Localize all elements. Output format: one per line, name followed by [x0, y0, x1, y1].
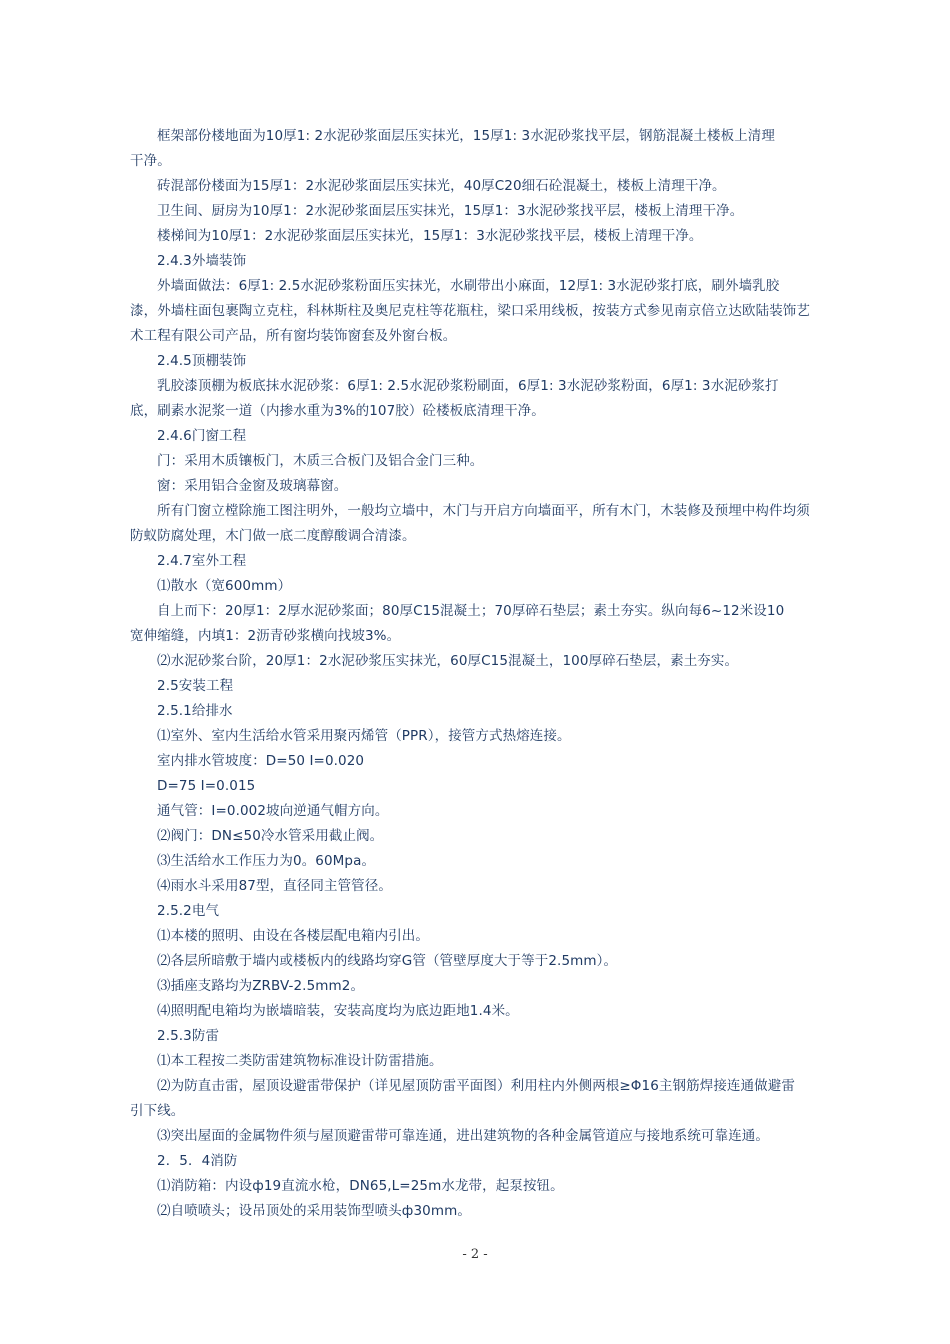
text-line: 所有门窗立樘除施工图注明外，一般均立墙中，木门与开启方向墙面平，所有木门，木装修及预埋中构件均须: [157, 503, 810, 519]
text-line: 2.4.7室外工程: [157, 553, 247, 569]
text-line: 2.5.3防雷: [157, 1028, 220, 1044]
text-line: 漆，外墙柱面包裹陶立克柱，科林斯柱及奥尼克柱等花瓶柱，梁口采用线板，按装方式参见南京倍立达欧陆装饰艺: [130, 303, 810, 319]
text-line: 砖混部份楼面为15厚1：2水泥砂浆面层压实抹光，40厚C20细石砼混凝土，楼板上清理干净。: [157, 178, 726, 194]
text-line: 室内排水管坡度：D=50 I=0.020: [157, 753, 365, 769]
text-line: 门：采用木质镶板门，木质三合板门及铝合金门三种。: [157, 453, 484, 469]
text-line: 自上而下：20厚1：2厚水泥砂浆面；80厚C15混凝土；70厚碎石垫层；素土夯实。纵向每6~12米设10: [157, 603, 785, 619]
text-line: ⑴消防箱：内设ф19直流水枪，DN65,L=25m水龙带，起泵按钮。: [157, 1178, 564, 1194]
text-line: 2.4.5顶棚装饰: [157, 353, 247, 369]
document-body: [130, 124, 830, 1224]
text-line: 2.5安装工程: [157, 678, 234, 694]
page-number: - 2 -: [462, 1247, 488, 1262]
text-line: 2.5.2电气: [157, 903, 220, 919]
text-line: 宽伸缩缝，内填1：2沥青砂浆横向找坡3%。: [130, 628, 401, 644]
text-line: 卫生间、厨房为10厚1：2水泥砂浆面层压实抹光，15厚1：3水泥砂浆找平层，楼板上清理干净。: [157, 203, 744, 219]
text-line: 2.5.1给排水: [157, 703, 233, 719]
text-line: ⑵阀门：DN≤50冷水管采用截止阀。: [157, 828, 384, 844]
text-line: 外墙面做法：6厚1: 2.5水泥砂浆粉面压实抹光，水刷带出小麻面，12厚1: 3水泥砂浆打底，刷外墙乳胶: [157, 278, 780, 294]
text-line: 楼梯间为10厚1：2水泥砂浆面层压实抹光，15厚1：3水泥砂浆找平层，楼板上清理干净。: [157, 228, 703, 244]
text-line: 术工程有限公司产品，所有窗均装饰窗套及外窗台板。: [130, 328, 457, 344]
text-line: D=75 I=0.015: [157, 778, 256, 794]
text-line: 乳胶漆顶棚为板底抹水泥砂浆：6厚1: 2.5水泥砂浆粉刷面，6厚1: 3水泥砂浆粉面，6厚1: 3水泥砂浆打: [157, 378, 779, 394]
text-line: 窗：采用铝合金窗及玻璃幕窗。: [157, 478, 348, 494]
text-line: 引下线。: [130, 1103, 185, 1119]
text-line: ⑴室外、室内生活给水管采用聚丙烯管（PPR），接管方式热熔连接。: [157, 728, 571, 744]
text-line: ⑴散水（宽600mm）: [157, 578, 292, 594]
text-line: ⑴本工程按二类防雷建筑物标准设计防雷措施。: [157, 1053, 443, 1069]
text-line: ⑵水泥砂浆台阶，20厚1：2水泥砂浆压实抹光，60厚C15混凝土，100厚碎石垫层，素土夯实。: [157, 653, 739, 669]
text-line: ⑵各层所暗敷于墙内或楼板内的线路均穿G管（管壁厚度大于等于2.5mm）。: [157, 953, 618, 969]
text-line: ⑵为防直击雷，屋顶设避雷带保护（详见屋顶防雷平面图）利用柱内外侧两根≥Φ16主钢筋焊接连通做避雷: [157, 1078, 795, 1094]
text-line: ⑶插座支路均为ZRBV-2.5mm2。: [157, 978, 365, 994]
text-line: 2.4.6门窗工程: [157, 428, 247, 444]
text-line: ⑷雨水斗采用87型，直径同主管管径。: [157, 878, 392, 894]
text-line: 防蚁防腐处理，木门做一底二度醇酸调合清漆。: [130, 528, 416, 544]
text-line: 底，刷素水泥浆一道（内掺水重为3%的107胶）砼楼板底清理干净。: [130, 403, 545, 419]
text-line: 2.4.3外墙装饰: [157, 253, 247, 269]
text-line: 通气管：I=0.002坡向逆通气帽方向。: [157, 803, 389, 819]
text-line: ⑶生活给水工作压力为0。60Mpa。: [157, 853, 376, 869]
text-line: ⑶突出屋面的金属物件须与屋顶避雷带可靠连通，进出建筑物的各种金属管道应与接地系统可靠连通。: [157, 1128, 769, 1144]
text-line: 干净。: [130, 153, 171, 169]
text-line: 框架部份楼地面为10厚1: 2水泥砂浆面层压实抹光，15厚1: 3水泥砂浆找平层，钢筋混凝土楼板上清理: [157, 128, 775, 144]
text-line: ⑷照明配电箱均为嵌墙暗装，安装高度均为底边距地1.4米。: [157, 1003, 519, 1019]
text-line: ⑴本楼的照明、由设在各楼层配电箱内引出。: [157, 928, 429, 944]
text-line: ⑵自喷喷头；设吊顶处的采用装饰型喷头ф30mm。: [157, 1203, 471, 1219]
text-line: 2．5．4消防: [157, 1153, 238, 1169]
